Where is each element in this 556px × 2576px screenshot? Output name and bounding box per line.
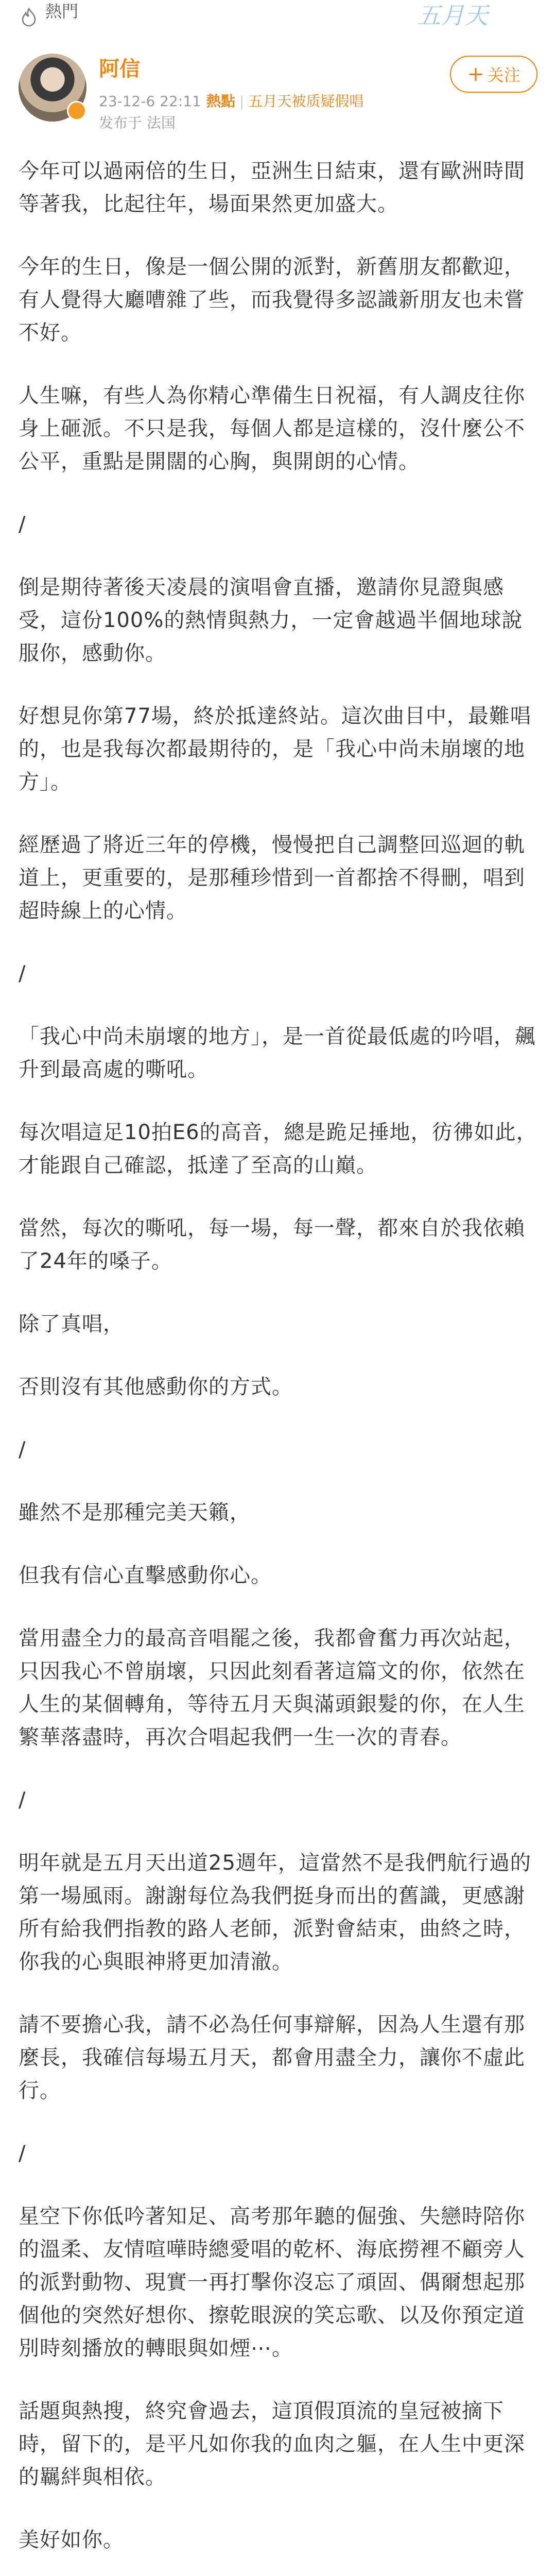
post-paragraph: 雖然不是那種完美天籟， [19,1501,251,1524]
post-paragraph: 否則沒有其他感動你的方式。 [19,1375,293,1399]
post-paragraph: 除了真唱， [19,1312,124,1336]
post-paragraph: 今年的生日，像是一個公開的派對，新舊朋友都歡迎，有人覺得大廳嘈雜了些，而我覺得多認識新朋友也未嘗不好。 [19,255,525,345]
posted-location: 发布于 法国 [99,114,176,131]
post-paragraph: 倒是期待著後天凌晨的演唱會直播，邀請你見證與感受，這份100%的熱情與熱力，一定會越過半個地球說服你，感動你。 [19,575,523,665]
topic-link[interactable]: 五月天被质疑假唱 [248,93,364,110]
post-paragraph: 人生嘛，有些人為你精心準備生日祝福，有人調皮往你身上砸派。不只是我，每個人都是這樣的，沒什麼公不公平，重點是開闊的心胸，與開朗的心情。 [19,384,525,473]
section-divider: / [19,513,26,536]
logo-text: 五月天 [417,2,488,29]
post-paragraph: 請不要擔心我，請不必為任何事辯解，因為人生還有那麼長，我確信每場五月天，都會用盡全力，讓你不虛此行。 [19,2013,525,2103]
weibo-logo [412,0,515,31]
meta-separator: | [239,93,245,110]
post-paragraph: 話題與熱搜，終究會過去，這頂假頂流的皇冠被摘下時，留下的，是平凡如你我的血肉之軀，在人生中更深的羈絆與相依。 [19,2399,525,2489]
post-timestamp: 23-12-6 22:11 [99,93,201,110]
post-paragraph: 今年可以過兩倍的生日，亞洲生日結束，還有歐洲時間等著我，比起往年，場面果然更加盛大。 [19,159,525,216]
section-divider: / [19,1438,26,1462]
post-paragraph: 但我有信心直擊感動你心。 [19,1564,272,1587]
section-divider: / [19,962,26,986]
post-paragraph: 當用盡全力的最高音唱罷之後，我都會奮力再次站起，只因我心不曾崩壞，只因此刻看著這篇文的你，依然在人生的某個轉角，等待五月天與滿頭銀髮的你，在人生繁華落盡時，再次合唱起我們一生一次的青春。 [19,1626,525,1749]
fire-icon [19,7,39,28]
hot-label: 熱點 [206,93,235,110]
post-paragraph: 星空下你低吟著知足、高考那年聽的倔強、失戀時陪你的溫柔、友情喧嘩時總愛唱的乾杯、海底撈裡不顧旁人的派對動物、現實一再打擊你沒忘了頑固、偶爾想起那個他的突然好想你、擦乾眼淚的笑忘歌、以及你預定道別時刻播放的轉眼與如煙⋯。 [19,2205,525,2360]
post-paragraph: 好想見你第77場，終於抵達終站。這次曲目中，最難唱的，也是我每次都最期待的，是「我心中尚未崩壞的地方」。 [19,704,531,794]
post-paragraph: 當然，每次的嘶吼，每一場，每一聲，都來自於我依賴了24年的嗓子。 [19,1216,525,1273]
follow-label: 关注 [487,65,520,85]
follow-button[interactable] [450,56,537,93]
post-body [19,155,537,2576]
post-meta [99,93,363,110]
top-bar [0,0,556,33]
post-paragraph: 經歷過了將近三年的停機，慢慢把自己調整回巡迴的軌道上，更重要的，是那種珍惜到一首都捨不得刪，唱到超時線上的心情。 [19,833,525,923]
section-divider: / [19,2142,26,2165]
author-name[interactable]: 阿信 [99,57,140,81]
post-paragraph: 每次唱這足10拍E6的高音，總是跪足捶地，彷彿如此，才能跟自己確認，抵達了至高的山巔。 [19,1121,537,1177]
verified-badge-icon [67,101,86,121]
plus-icon: + [467,62,484,86]
section-divider: / [19,1788,26,1812]
post-paragraph: 明年就是五月天出道25週年，這當然不是我們航行過的第一場風雨。謝謝每位為我們挺身而出的舊識，更感謝所有給我們指教的路人老師，派對會結束，曲終之時，你我的心與眼神將更加清澈。 [19,1851,531,1974]
post-paragraph: 「我心中尚未崩壞的地方」，是一首從最低處的吟唱，飆升到最高處的嘶吼。 [19,1025,536,1081]
post-paragraph: 美好如你。 [19,2528,124,2552]
hot-tab-label[interactable]: 熱門 [45,2,79,21]
mayday-logo-icon [412,0,515,31]
